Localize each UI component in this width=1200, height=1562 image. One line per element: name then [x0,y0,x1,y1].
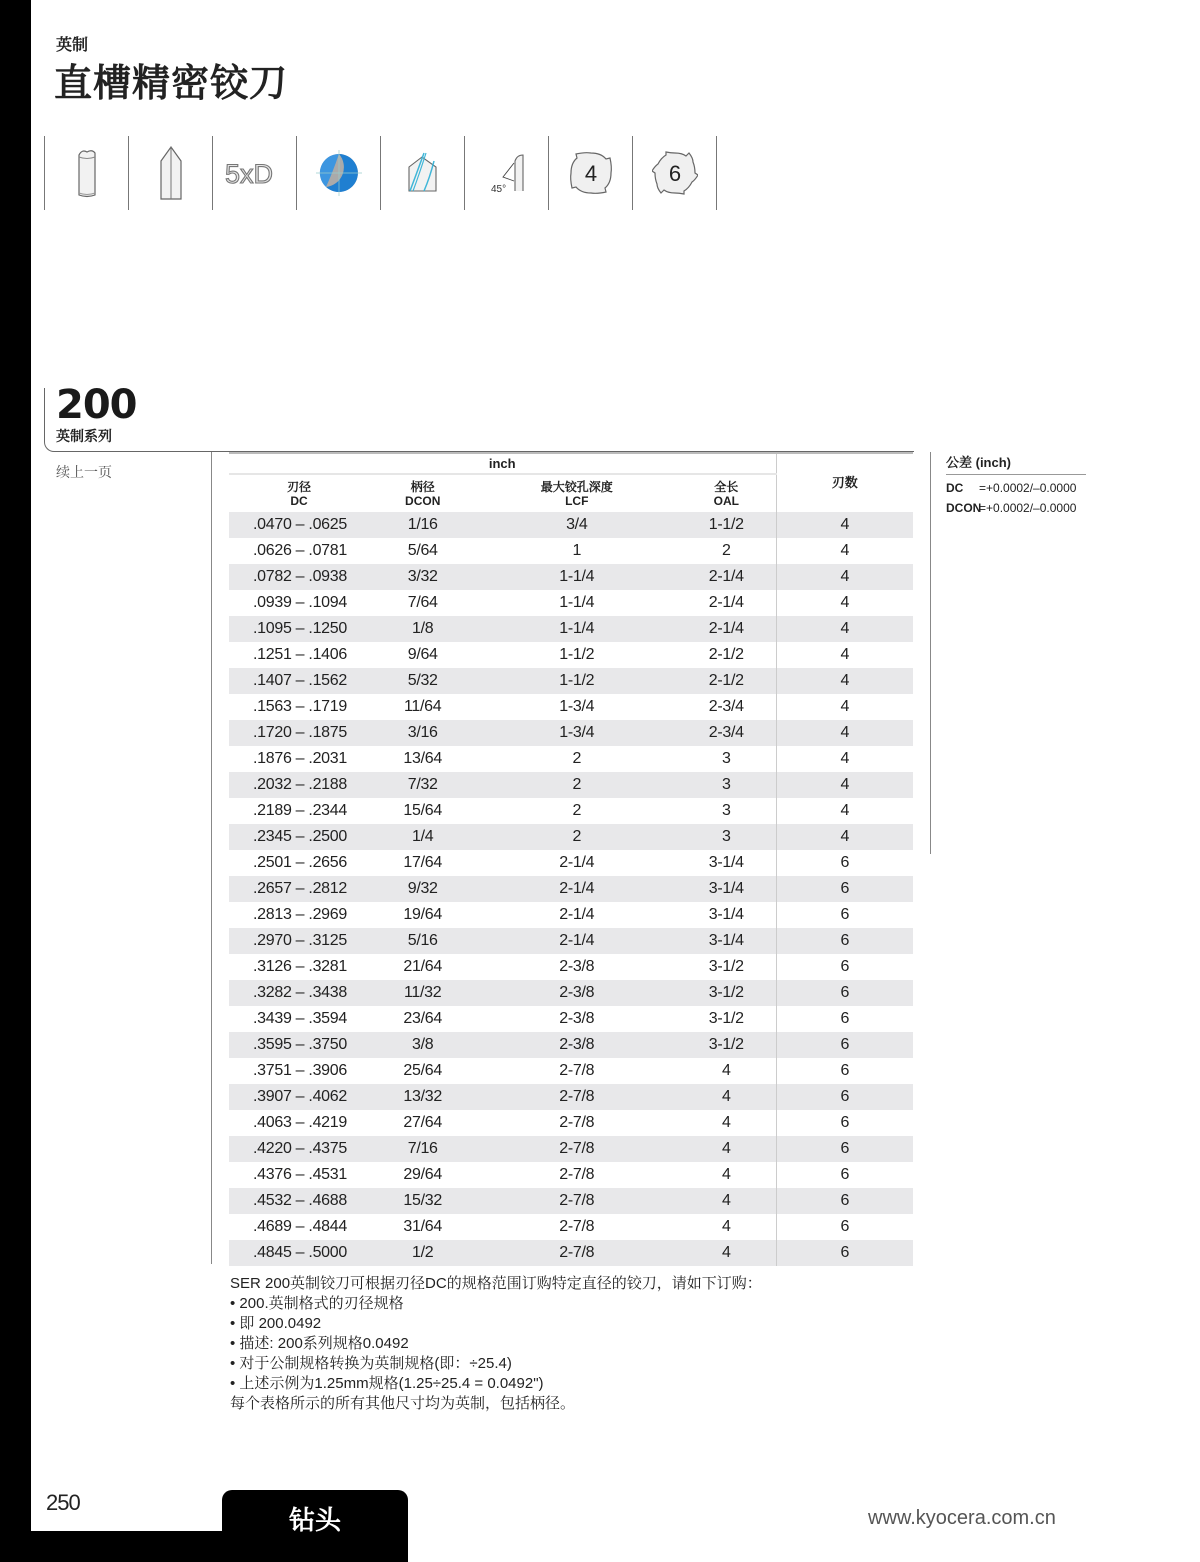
cell-oal: 2-1/4 [708,594,744,611]
note-line: • 200.英制格式的刃径规格 [230,1295,404,1312]
table-row [229,694,913,720]
col-header-dc: 刃径 DC [286,479,311,508]
cell-flutes: 4 [776,512,913,538]
cell-dc: .1095 – .1250 [229,616,369,642]
cell-dcon: 9/64 [407,646,438,663]
note-line: • 描述: 200系列规格0.0492 [230,1335,409,1352]
table-row [229,1110,913,1136]
spec-table [229,452,913,1266]
cell-flutes: 6 [776,1110,913,1136]
cell-dcon: 5/32 [369,668,476,694]
cell-dc: .0939 – .1094 [253,594,347,611]
cell-lcf: 2-7/8 [476,1084,677,1110]
cell-oal: 4 [677,1240,776,1266]
cell-flutes: 4 [776,616,913,642]
cell-oal: 2-3/4 [708,698,744,715]
shank-icon [44,136,128,210]
cell-lcf: 1-1/2 [559,646,595,663]
chamfer-45-icon [464,136,548,210]
cell-lcf: 2-1/4 [476,928,677,954]
4-flute-icon [548,136,632,210]
cell-lcf: 2-3/8 [559,958,595,975]
cell-flutes: 6 [776,902,913,928]
cell-flutes: 6 [776,1188,913,1214]
cell-flutes: 6 [776,1006,913,1032]
cell-oal: 1-1/2 [677,512,776,538]
table-row [229,1006,913,1032]
table-row [229,668,913,694]
cell-flutes: 6 [776,954,913,980]
cell-flutes: 6 [776,876,913,902]
table-row [229,1214,913,1240]
cell-flutes: 4 [776,538,913,564]
cell-lcf: 1-1/2 [476,668,677,694]
cell-dcon: 25/64 [403,1062,442,1079]
cell-dc: .1876 – .2031 [253,750,347,767]
table-row [229,564,913,590]
cell-dc: .2813 – .2969 [253,906,347,923]
cell-dcon: 1/16 [369,512,476,538]
cell-dcon: 1/2 [369,1240,476,1266]
page-number: 250 [46,1490,80,1515]
note-line: • 对于公制规格转换为英制规格(即：÷25.4) [230,1355,512,1372]
cell-dcon: 17/64 [403,854,442,871]
cell-dcon: 11/32 [369,980,476,1006]
table-left-divider [211,452,212,1264]
cell-flutes: 6 [776,1032,913,1058]
cell-dcon: 3/16 [369,720,476,746]
tolerance-row: DC =+0.0002/–0.0000 [946,481,1077,495]
coating-icon [296,136,380,210]
table-row [229,720,913,746]
cell-flutes: 6 [776,1240,913,1266]
cell-dc: .3595 – .3750 [229,1032,369,1058]
cell-dcon: 11/64 [404,698,442,715]
cell-dcon: 7/64 [407,594,438,611]
section-label: 钻头 [288,1506,341,1536]
cell-dc: .4689 – .4844 [253,1218,347,1235]
table-row [229,772,913,798]
cell-dcon: 23/64 [403,1010,442,1027]
cell-dcon: 13/64 [403,750,442,767]
col-header-oal: 全长 OAL [713,479,739,508]
cell-flutes: 6 [776,1162,913,1188]
cell-oal: 3-1/2 [677,980,776,1006]
cell-oal: 3 [721,802,731,819]
table-row [229,954,913,980]
cell-oal: 3-1/2 [708,1010,744,1027]
cell-oal: 4 [677,1084,776,1110]
cell-dc: .3751 – .3906 [253,1062,347,1079]
6-flute-icon [632,136,716,210]
cell-lcf: 1 [572,542,582,559]
cell-dc: .4063 – .4219 [253,1114,347,1131]
svg-text:45°: 45° [490,184,506,195]
cell-dcon: 3/8 [369,1032,476,1058]
cell-oal: 3 [721,750,731,767]
cell-flutes: 4 [776,746,913,772]
cell-lcf: 2 [572,750,582,767]
cell-lcf: 2-3/8 [559,1010,595,1027]
cell-oal: 2-1/2 [708,646,744,663]
table-row [229,746,913,772]
cell-dcon: 13/32 [369,1084,476,1110]
series-name: 英制系列 [56,429,112,445]
cell-flutes: 4 [776,772,913,798]
cell-lcf: 2-7/8 [559,1062,595,1079]
cell-dc: .0470 – .0625 [229,512,369,538]
cell-lcf: 2 [476,772,677,798]
cell-lcf: 2-1/4 [559,906,595,923]
cell-dc: .4532 – .4688 [229,1188,369,1214]
cell-dc: .2657 – .2812 [229,876,369,902]
cell-lcf: 1-3/4 [559,698,595,715]
cell-flutes: 4 [776,694,913,720]
straight-flute-icon [128,136,212,210]
cell-lcf: 2-7/8 [559,1114,595,1131]
unit-header: inch [229,453,776,474]
cell-flutes: 4 [776,720,913,746]
cell-lcf: 2-1/4 [559,854,595,871]
svg-text:5xD: 5xD [224,159,273,188]
note-line: • 上述示例为1.25mm规格(1.25÷25.4 = 0.0492") [230,1375,544,1392]
cell-dc: .0626 – .0781 [253,542,347,559]
table-row [229,1058,913,1084]
tolerance-title: 公差 (inch) [946,452,1086,475]
cell-dc: .1563 – .1719 [253,698,347,715]
cell-flutes: 6 [776,1136,913,1162]
table-row [229,1240,913,1266]
cell-dc: .2345 – .2500 [229,824,369,850]
table-row [229,980,913,1006]
cell-dc: .0782 – .0938 [229,564,369,590]
ordering-notes [230,1274,762,1414]
table-row [229,616,913,642]
cell-dc: .1720 – .1875 [229,720,369,746]
cell-dcon: 5/64 [407,542,438,559]
cell-dc: .4376 – .4531 [253,1166,347,1183]
cell-oal: 2-3/4 [677,720,776,746]
cell-dcon: 3/32 [369,564,476,590]
cell-dcon: 15/32 [369,1188,476,1214]
cell-flutes: 4 [776,668,913,694]
cell-dcon: 21/64 [403,958,442,975]
cell-flutes: 6 [776,1058,913,1084]
cell-lcf: 2-7/8 [559,1166,595,1183]
helix-point-icon [380,136,464,210]
cell-lcf: 3/4 [476,512,677,538]
page-subtitle: 英制 [56,35,89,54]
cell-oal: 4 [677,1188,776,1214]
feature-icon-row [44,136,717,210]
cell-dcon: 7/32 [369,772,476,798]
cell-lcf: 2-3/8 [476,980,677,1006]
cell-dcon: 9/32 [369,876,476,902]
table-row [229,1084,913,1110]
cell-lcf: 2-7/8 [476,1188,677,1214]
cell-dc: .4845 – .5000 [229,1240,369,1266]
note-line: SER 200英制铰刀可根据刃径DC的规格范围订购特定直径的铰刀，请如下订购： [230,1275,762,1292]
col-header-lcf: 最大铰孔深度 LCF [540,479,613,508]
note-line: • 即 200.0492 [230,1315,322,1332]
cell-dc: .3126 – .3281 [253,958,347,975]
cell-oal: 2 [721,542,731,559]
cell-oal: 3 [677,824,776,850]
cell-lcf: 2-7/8 [476,1136,677,1162]
cell-dcon: 29/64 [403,1166,442,1183]
cell-flutes: 6 [776,1084,913,1110]
continued-label: 续上一页 [56,465,112,481]
cell-dc: .1251 – .1406 [253,646,347,663]
icon-divider [716,136,717,210]
cell-flutes: 6 [776,1214,913,1240]
cell-oal: 4 [721,1166,731,1183]
cell-oal: 2-1/4 [677,616,776,642]
cell-flutes: 6 [776,980,913,1006]
5xd-icon [212,136,296,210]
cell-oal: 4 [721,1062,731,1079]
tolerance-divider [930,452,931,854]
cell-oal: 4 [721,1114,731,1131]
table-row [229,1032,913,1058]
cell-lcf: 2-7/8 [559,1218,595,1235]
cell-dc: .2970 – .3125 [229,928,369,954]
table-row [229,850,913,876]
cell-lcf: 1-1/4 [559,594,595,611]
cell-oal: 2-1/4 [677,564,776,590]
cell-oal: 3-1/2 [677,1032,776,1058]
cell-dc: .3439 – .3594 [253,1010,347,1027]
cell-dc: .2501 – .2656 [253,854,347,871]
website-link[interactable]: www.kyocera.com.cn [868,1507,1056,1529]
cell-lcf: 1-1/4 [476,616,677,642]
table-row [229,1136,913,1162]
col-header-flutes: 刃数 [776,453,913,512]
cell-flutes: 4 [776,564,913,590]
cell-lcf: 2-7/8 [476,1240,677,1266]
cell-dcon: 31/64 [403,1218,442,1235]
table-row [229,902,913,928]
table-row [229,928,913,954]
table-row [229,798,913,824]
cell-flutes: 4 [776,590,913,616]
cell-dc: .2189 – .2344 [253,802,347,819]
cell-dcon: 1/8 [369,616,476,642]
cell-dcon: 27/64 [403,1114,442,1131]
table-row [229,876,913,902]
cell-dc: .3907 – .4062 [229,1084,369,1110]
series-number: 200 [56,382,137,428]
cell-oal: 3-1/4 [708,854,744,871]
table-row [229,538,913,564]
cell-oal: 2-1/2 [677,668,776,694]
cell-lcf: 1-1/4 [476,564,677,590]
cell-dcon: 1/4 [369,824,476,850]
cell-flutes: 6 [776,928,913,954]
table-row [229,1162,913,1188]
spec-table-body [229,512,913,1266]
svg-text:6: 6 [668,161,681,186]
col-header-dcon: 柄径 DCON [405,479,441,508]
table-row [229,642,913,668]
cell-dcon: 7/16 [369,1136,476,1162]
cell-flutes: 6 [776,850,913,876]
table-row [229,824,913,850]
cell-oal: 3 [677,772,776,798]
cell-dcon: 19/64 [403,906,442,923]
cell-dc: .4220 – .4375 [229,1136,369,1162]
cell-flutes: 4 [776,798,913,824]
cell-lcf: 2 [572,802,582,819]
cell-oal: 3-1/4 [677,928,776,954]
cell-lcf: 1-3/4 [476,720,677,746]
tolerance-panel [946,452,1086,515]
cell-oal: 3-1/4 [708,906,744,923]
cell-dc: .1407 – .1562 [229,668,369,694]
table-row [229,590,913,616]
cell-dcon: 15/64 [403,802,442,819]
cell-dc: .3282 – .3438 [229,980,369,1006]
tolerance-row: DCON =+0.0002/–0.0000 [946,501,1077,515]
cell-lcf: 2-3/8 [476,1032,677,1058]
series-header-box [44,388,914,452]
table-row [229,512,913,538]
cell-oal: 4 [721,1218,731,1235]
cell-flutes: 4 [776,642,913,668]
page-title: 直槽精密铰刀 [54,61,289,105]
cell-oal: 4 [677,1136,776,1162]
svg-text:4: 4 [584,161,597,186]
cell-dcon: 5/16 [369,928,476,954]
table-row [229,1188,913,1214]
note-line: 每个表格所示的所有其他尺寸均为英制，包括柄径。 [230,1395,576,1412]
cell-flutes: 4 [776,824,913,850]
cell-lcf: 2-1/4 [476,876,677,902]
cell-dc: .2032 – .2188 [229,772,369,798]
cell-oal: 3-1/2 [708,958,744,975]
cell-lcf: 2 [476,824,677,850]
cell-oal: 3-1/4 [677,876,776,902]
